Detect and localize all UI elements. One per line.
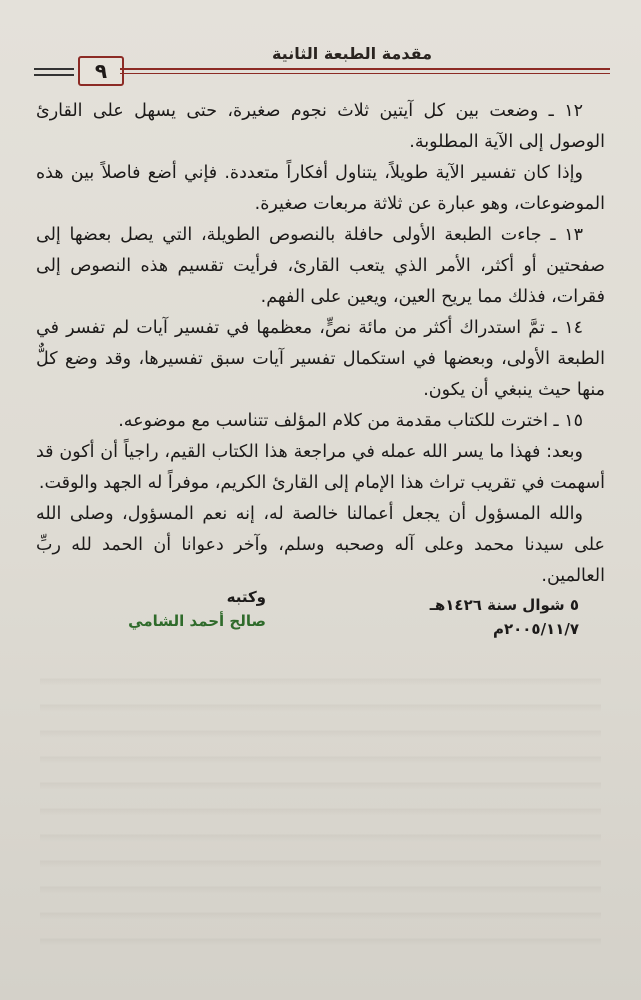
paragraph-item-12: ١٢ ـ وضعت بين كل آيتين ثلاث نجوم صغيرة، حتى يسهل على القارئ الوصول إلى الآية المطلوبة. [36, 101, 605, 152]
paragraph-long-tafsir: وإذا كان تفسير الآية طويلاً، يتناول أفكاراً متعددة. فإني أضع فاصلاً بين هذه الموضوعات، وهو عبارة عن ثلاثة مربعات صغيرة. [36, 163, 605, 214]
paragraph-item-14: ١٤ ـ تمَّ استدراك أكثر من مائة نصٍّ، معظمها في تفسير آيات لم تفسر في الطبعة الأولى، وبعضها في استكمال تفسير آيات سبق تفسيرها، وقد وضع كلٌّ منها حيث ينبغي أن يكون. [36, 318, 605, 400]
page-number: ٩ [78, 56, 124, 86]
running-title: مقدمة الطبعة الثانية [271, 44, 432, 63]
paragraph-prayer: والله المسؤول أن يجعل أعمالنا خالصة له، إنه نعم المسؤول، وصلى الله على سيدنا محمد وعلى آله وصحبه وسلم، وآخر دعوانا أن الحمد لله ربِّ العالمين. [36, 504, 605, 586]
signature-label: وكتبه [226, 588, 266, 606]
header-dash [34, 74, 74, 76]
page-header [30, 38, 610, 86]
paragraph-closing: وبعد: فهذا ما يسر الله عمله في مراجعة هذا الكتاب القيم، راجياً أن أكون قد أسهمت في تقريب تراث هذا الإمام إلى القارئ الكريم، موفراً له الجهد والوقت. [36, 442, 605, 493]
body-text [36, 96, 605, 592]
header-rule [120, 68, 610, 70]
paragraph-item-15: ١٥ ـ اخترت للكتاب مقدمة من كلام المؤلف تتناسب مع موضوعه. [118, 411, 583, 431]
header-rule [120, 73, 610, 74]
header-dash [34, 68, 74, 70]
show-through-texture [40, 660, 601, 960]
paragraph-item-13: ١٣ ـ جاءت الطبعة الأولى حافلة بالنصوص الطويلة، التي يصل بعضها إلى صفحتين أو أكثر، الأمر الذي يتعب القارئ، فرأيت تقسيم هذه النصوص إلى فقرات، فذلك مما يريح العين، ويعين على الفهم. [36, 225, 605, 307]
date-hijri: ٥ شوال سنة ١٤٢٦هـ [429, 596, 579, 614]
date-gregorian: ٢٠٠٥/١١/٧م [492, 620, 579, 638]
author-name: صالح أحمد الشامي [128, 612, 266, 630]
